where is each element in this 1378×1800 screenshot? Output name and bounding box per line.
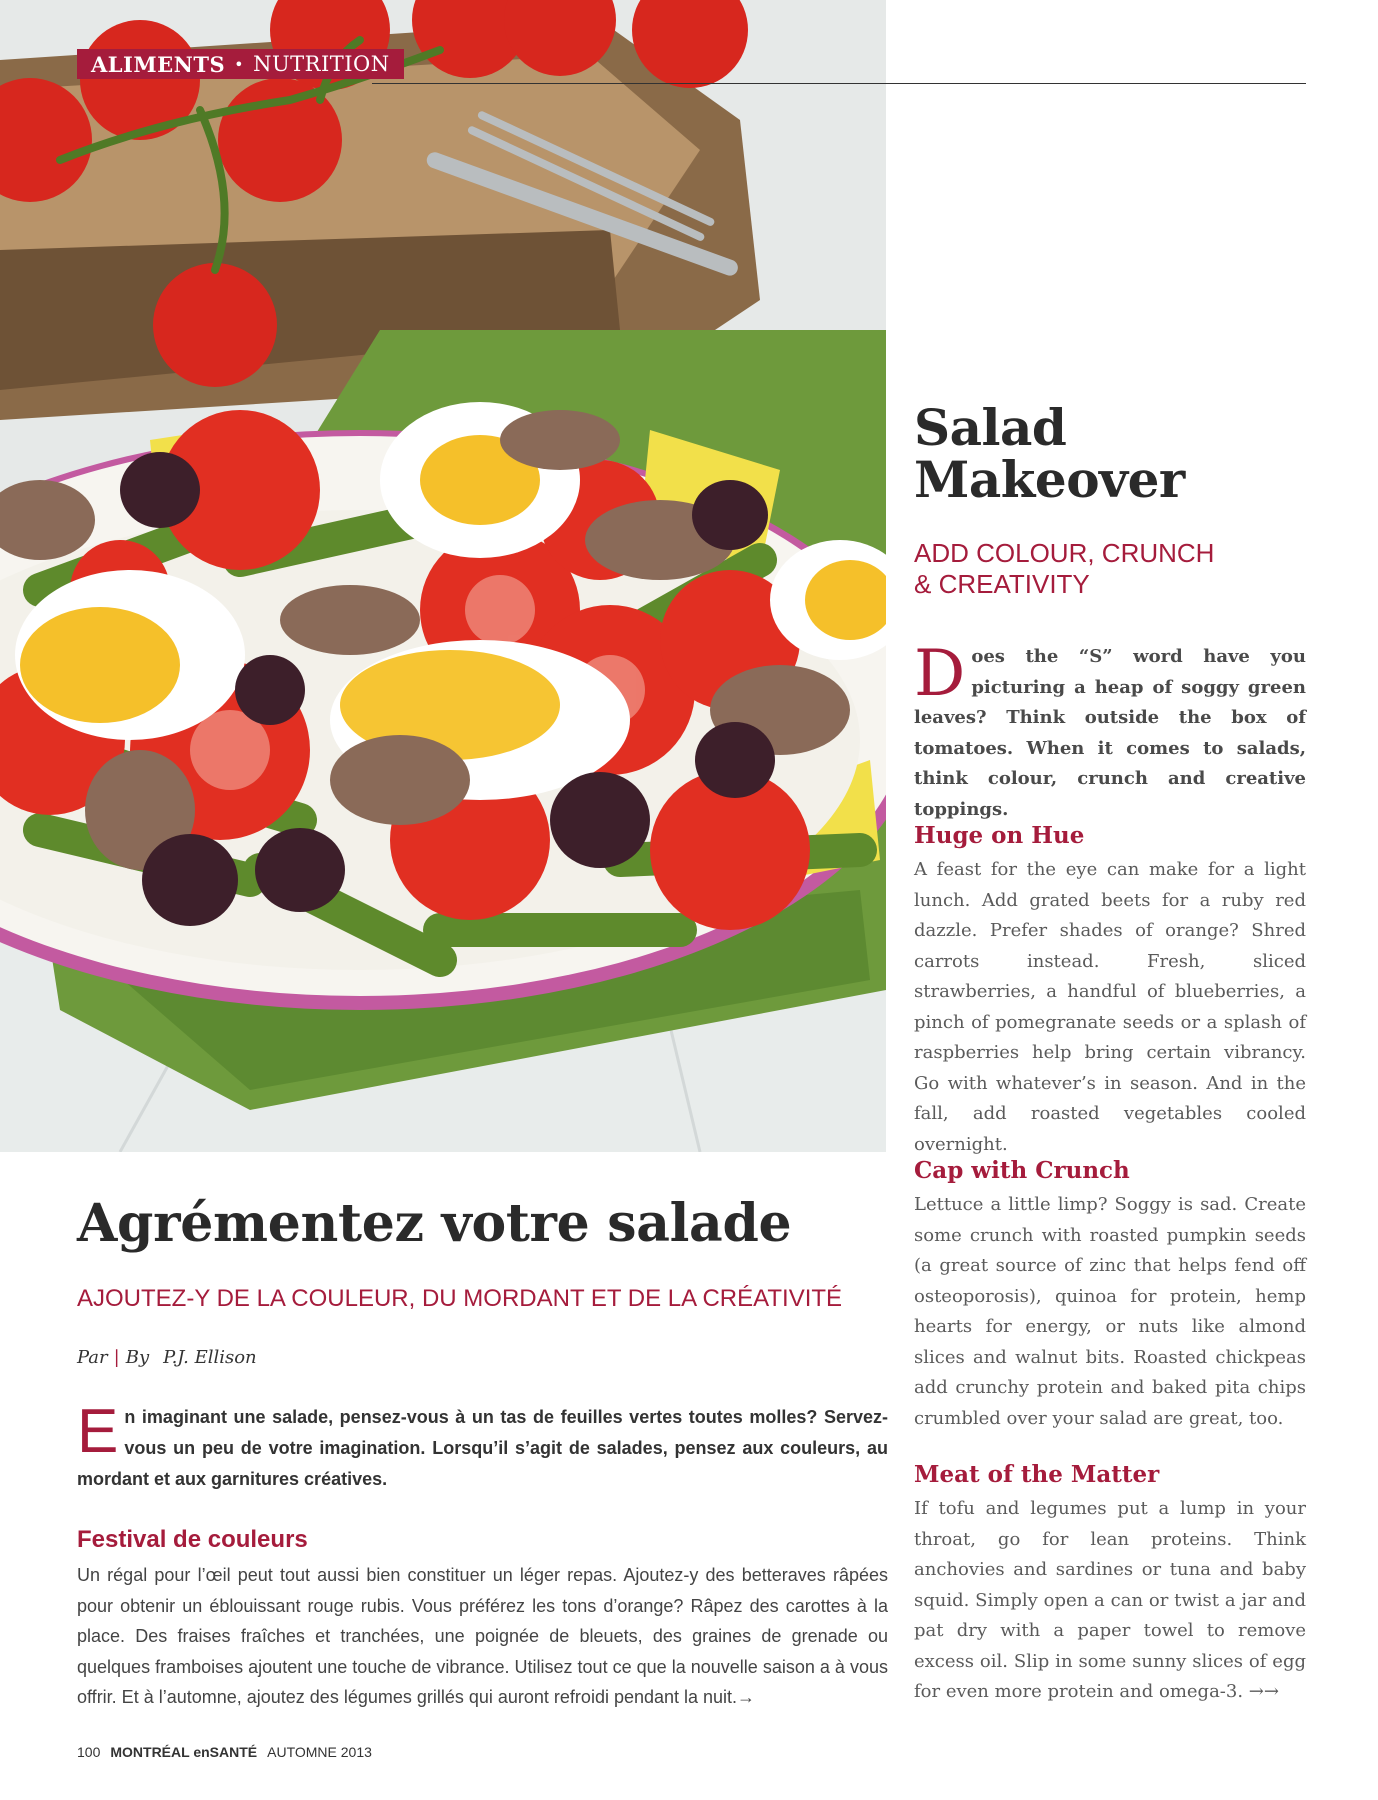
byline-par: Par (77, 1347, 108, 1368)
header-rule (372, 83, 1306, 84)
byline-separator: | (113, 1347, 120, 1368)
english-title (914, 398, 1334, 509)
magazine-name-part2: enSANTÉ (193, 1744, 258, 1760)
french-body: Un régal pour l’œil peut tout aussi bien constituer un léger repas. Ajoutez-y des betteraves râpées pour obtenir un éblouissant rouge rubis. Vous préférez les tons d’orange? Râpez des carottes à la place. Des fraises fraîches et tranchées, une poignée de bleuets, des graines de grenade ou quelques framboises ajoutent une touche de vibrance. Utilisez tout ce que la nouvelle saison a à vous offrir. Et à l’automne, ajoutez des légumes grillés qui auront refroidi pendant la nuit.→ (77, 1565, 888, 1707)
english-lead (914, 637, 1306, 825)
byline-author: P.J. Ellison (163, 1347, 257, 1368)
english-heading-meat: Meat of the Matter (914, 1461, 1160, 1488)
issue-label: AUTOMNE 2013 (267, 1744, 372, 1760)
english-subtitle-line2: & CREATIVITY (914, 569, 1090, 599)
magazine-name (110, 1744, 257, 1760)
english-subtitle-line1: ADD COLOUR, CRUNCH (914, 538, 1215, 568)
english-body-hue: A feast for the eye can make for a light lunch. Add grated beets for a ruby red dazzle. Prefer shades of orange? Shred carrots instead. Fresh, sliced strawberries, a handful of blueberries, a pinch of pomegranate seeds or a splash of raspberries help bring certain vibrancy. Go with whatever’s in season. And in the fall, add roasted vegetables cooled overnight. (914, 859, 1306, 1155)
section-tag (77, 49, 404, 79)
english-title-line2: Makeover (914, 450, 1185, 509)
english-dropcap: D (914, 637, 966, 711)
french-lead (77, 1397, 888, 1495)
page-footer (77, 1744, 372, 1760)
section-separator: • (234, 54, 245, 74)
english-body-crunch: Lettuce a little limp? Soggy is sad. Create some crunch with roasted pumpkin seeds (a great source of zinc that helps fend off osteoporosis), quinoa for protein, hemp hearts for energy, or nuts like almond slices and walnut bits. Roasted chickpeas add crunchy protein and baked pita chips crumbled over your salad are great, too. (914, 1194, 1306, 1429)
byline-by: By (125, 1347, 150, 1368)
french-heading: Festival de couleurs (77, 1526, 308, 1553)
french-lead-text: n imaginant une salade, pensez-vous à un tas de feuilles vertes toutes molles? Servez-vous un peu de votre imagination. Lorsqu’il s’agit de salades, pensez aux couleurs, au mordant et aux garnitures créatives. (77, 1407, 888, 1489)
english-lead-text: oes the “S” word have you picturing a heap of soggy green leaves? Think outside the box of tomatoes. When it comes to salads, think colour, crunch and creative toppings. (914, 646, 1306, 820)
french-subtitle: AJOUTEZ-Y DE LA COULEUR, DU MORDANT ET DE LA CRÉATIVITÉ (77, 1285, 843, 1312)
salad-photo (0, 0, 886, 1152)
english-heading-hue: Huge on Hue (914, 822, 1085, 849)
english-heading-crunch: Cap with Crunch (914, 1157, 1130, 1184)
section-subcategory: NUTRITION (253, 52, 390, 76)
french-title: Agrémentez votre salade (77, 1193, 792, 1254)
page-number: 100 (77, 1744, 101, 1760)
salad-illustration (0, 0, 886, 1152)
english-body-meat: If tofu and legumes put a lump in your throat, go for lean proteins. Think anchovies and sardines or tuna and baby squid. Simply open a can or twist a jar and pat dry with a paper towel to remove excess oil. Slip in some sunny slices of egg for even more protein and omega-3. →→ (914, 1498, 1306, 1702)
byline (77, 1347, 257, 1368)
english-subtitle (914, 538, 1334, 600)
section-category: ALIMENTS (91, 51, 226, 77)
magazine-name-part1: MONTRÉAL (110, 1744, 194, 1760)
english-title-line1: Salad (914, 398, 1067, 457)
french-dropcap: E (77, 1397, 119, 1466)
